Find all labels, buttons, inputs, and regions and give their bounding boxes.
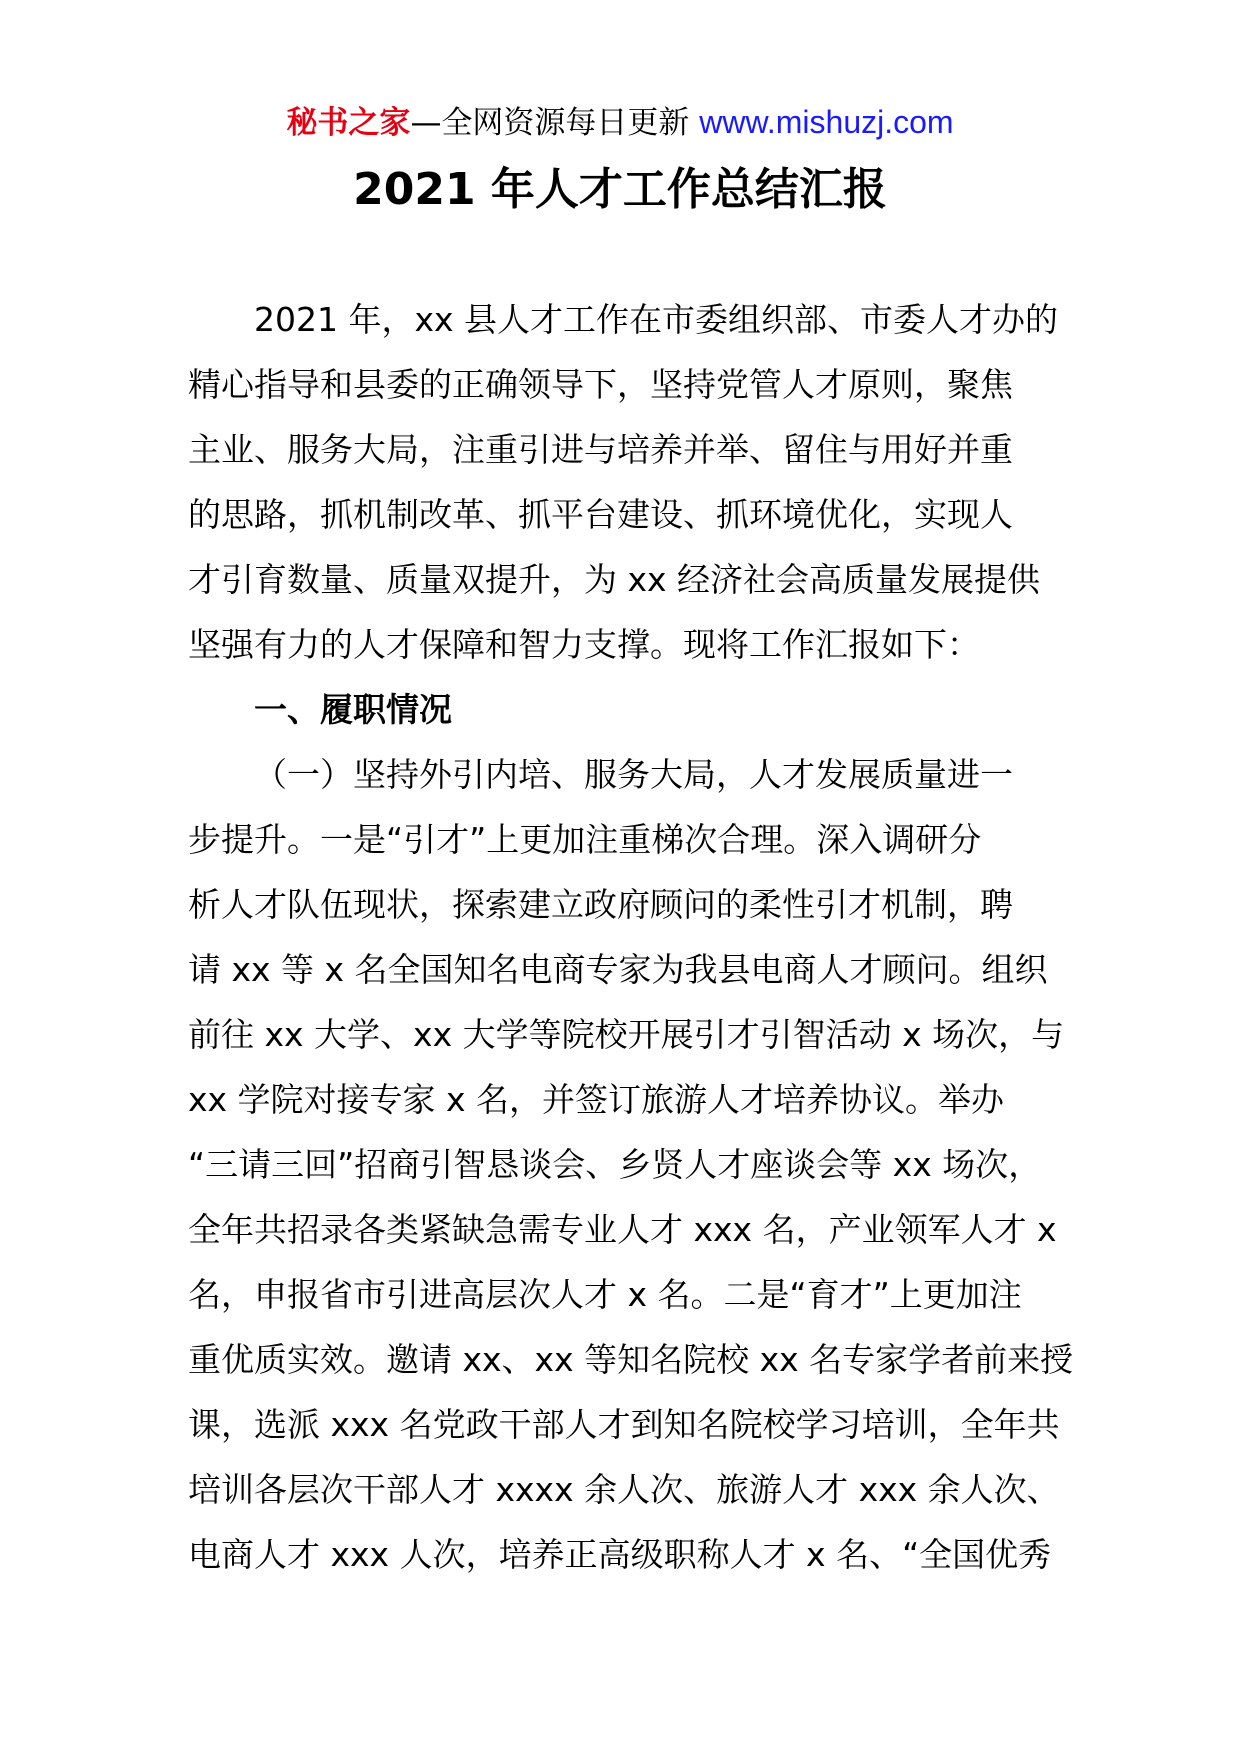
paragraph-line: 坚强有力的人才保障和智力支撑。现将工作汇报如下： bbox=[188, 625, 980, 664]
paragraph-line: 请 xx 等 x 名全国知名电商专家为我县电商人才顾问。组织 bbox=[188, 950, 1048, 989]
site-url-link[interactable]: www.mishuzj.com bbox=[699, 104, 954, 140]
site-brand: 秘书之家 bbox=[286, 105, 411, 141]
paragraph-line: 精心指导和县委的正确领导下，坚持党管人才原则，聚焦 bbox=[188, 365, 1013, 404]
site-tagline: —全网资源每日更新 bbox=[410, 105, 700, 141]
paragraph-line: xx 学院对接专家 x 名，并签订旅游人才培养协议。举办 bbox=[188, 1080, 1005, 1119]
paragraph-line: 名，申报省市引进高层次人才 x 名。二是“育才”上更加注 bbox=[188, 1275, 1022, 1314]
paragraph-line: 电商人才 xxx 人次，培养正高级职称人才 x 名、“全国优秀 bbox=[188, 1535, 1052, 1574]
paragraph-line: “三请三回”招商引智恳谈会、乡贤人才座谈会等 xx 场次， bbox=[188, 1145, 1042, 1184]
site-header bbox=[0, 100, 1240, 145]
document-body bbox=[188, 287, 1088, 1587]
paragraph-line: 培训各层次干部人才 xxxx 余人次、旅游人才 xxx 余人次、 bbox=[188, 1470, 1060, 1509]
paragraph-line: 步提升。一是“引才”上更加注重梯次合理。深入调研分 bbox=[188, 820, 982, 859]
paragraph-line: 前往 xx 大学、xx 大学等院校开展引才引智活动 x 场次，与 bbox=[188, 1015, 1065, 1054]
paragraph-line: 全年共招录各类紧缺急需专业人才 xxx 名，产业领军人才 x bbox=[188, 1210, 1057, 1249]
paragraph-line: 课，选派 xxx 名党政干部人才到知名院校学习培训，全年共 bbox=[188, 1405, 1060, 1444]
paragraph-line: 主业、服务大局，注重引进与培养并举、留住与用好并重 bbox=[188, 430, 1013, 469]
paragraph-line: 析人才队伍现状，探索建立政府顾问的柔性引才机制，聘 bbox=[188, 885, 1013, 924]
paragraph-line: 的思路，抓机制改革、抓平台建设、抓环境优化，实现人 bbox=[188, 495, 1013, 534]
paragraph-line: （一）坚持外引内培、服务大局，人才发展质量进一 bbox=[254, 755, 1013, 794]
paragraph-line: 才引育数量、质量双提升，为 xx 经济社会高质量发展提供 bbox=[188, 560, 1041, 599]
section-heading: 一、履职情况 bbox=[254, 690, 452, 729]
paragraph-line: 2021 年，xx 县人才工作在市委组织部、市委人才办的 bbox=[254, 300, 1059, 339]
paragraph-line: 重优质实效。邀请 xx、xx 等知名院校 xx 名专家学者前来授 bbox=[188, 1340, 1074, 1379]
document-title: 2021 年人才工作总结汇报 bbox=[353, 164, 887, 215]
